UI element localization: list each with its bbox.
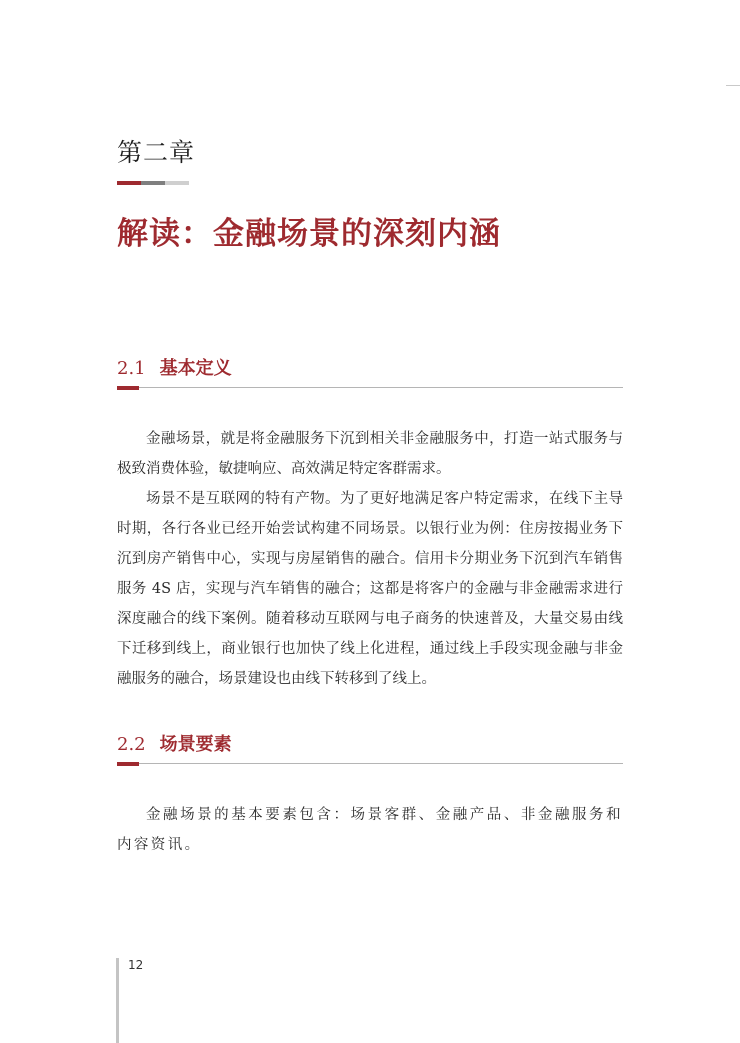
chapter-title: 解读：金融场景的深刻内涵 (117, 216, 501, 252)
section-accent (117, 762, 139, 766)
section-number: 2.2 (117, 734, 146, 755)
section-rule (117, 387, 623, 388)
divider-segment-light (165, 181, 189, 185)
section-title: 场景要素 (159, 734, 232, 755)
chapter-label: 第二章 (117, 138, 196, 167)
section-heading-2-2 (117, 730, 232, 756)
paragraph: 金融场景的基本要素包含：场景客群、金融产品、非金融服务和内容资讯。 (117, 807, 623, 853)
section-rule (117, 763, 623, 764)
section-heading-2-1 (117, 354, 232, 380)
paragraph: 场景不是互联网的特有产物。为了更好地满足客户特定需求，在线下主导时期，各行各业已经开始尝试构建不同场景。以银行业为例：住房按揭业务下沉到房产销售中心，实现与房屋销售的融合。信用卡分期业务下沉到汽车销售服务 4S 店，实现与汽车销售的融合；这都是将客户的金融与非金融需求进行深度融合的线下案例。随着移动互联网与电子商务的快速普及，大量交易由线下迁移到线上，商业银行也加快了线上化进程，通过线上手段实现金融与非金融服务的融合，场景建设也由线下转移到了线上。 (117, 491, 623, 687)
chapter-divider-bar (117, 181, 189, 185)
paragraph: 金融场景，就是将金融服务下沉到相关非金融服务中，打造一站式服务与极致消费体验，敏捷响应、高效满足特定客群需求。 (117, 431, 623, 477)
page-margin-line (116, 958, 119, 1043)
divider-segment-red (117, 181, 141, 185)
corner-mark (726, 85, 740, 86)
section-accent (117, 386, 139, 390)
section-title: 基本定义 (159, 358, 232, 379)
section-number: 2.1 (117, 358, 146, 379)
page-number: 12 (128, 958, 144, 972)
divider-segment-gray (141, 181, 165, 185)
